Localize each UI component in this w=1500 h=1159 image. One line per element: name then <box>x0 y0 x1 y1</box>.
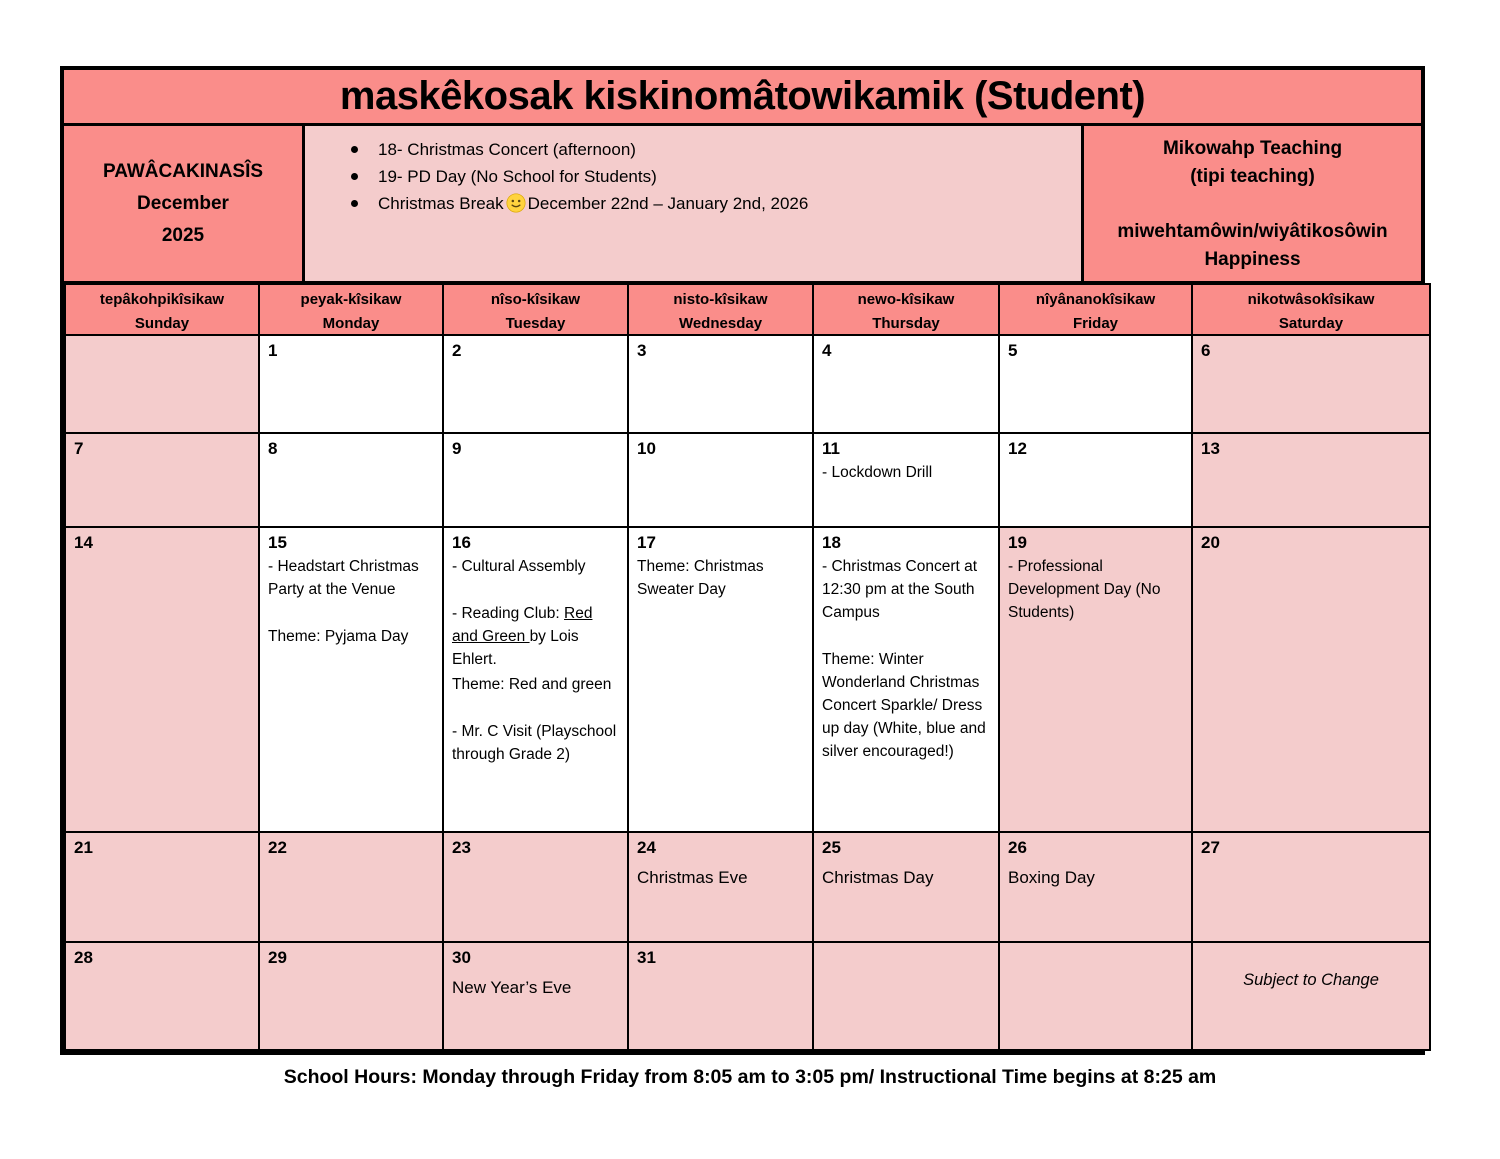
calendar-cell <box>65 433 259 527</box>
bullet-icon <box>351 146 358 153</box>
day-number: 22 <box>268 838 287 857</box>
calendar-cell <box>443 942 628 1050</box>
calendar-cell <box>259 832 443 942</box>
calendar-cell <box>1192 832 1430 942</box>
calendar-cell <box>813 832 999 942</box>
event-note: - Headstart Christmas Party at the Venue <box>268 558 419 598</box>
calendar-cell <box>443 527 628 832</box>
day-number: 29 <box>268 948 287 967</box>
week-row <box>65 335 1430 433</box>
day-number: 1 <box>268 341 278 360</box>
day-number: 17 <box>637 533 656 552</box>
calendar-cell <box>813 433 999 527</box>
day-header-wednesday: nisto-kîsikaw Wednesday <box>628 284 813 335</box>
calendar-cell <box>628 433 813 527</box>
event-note: - Reading Club: Red and Green by Lois Ehlert. <box>452 605 593 668</box>
event-item <box>351 190 1071 217</box>
calendar-cell <box>999 527 1192 832</box>
day-number <box>1000 943 1191 948</box>
calendar-table <box>60 66 1425 1055</box>
day-number: 26 <box>1008 838 1027 857</box>
calendar-cell <box>443 433 628 527</box>
day-header-friday: nîyânanokîsikaw Friday <box>999 284 1192 335</box>
event-note: - Lockdown Drill <box>822 464 933 481</box>
day-number: 9 <box>452 439 462 458</box>
teaching-line: Mikowahp Teaching <box>1162 138 1343 159</box>
day-header-tuesday: nîso-kîsikaw Tuesday <box>443 284 628 335</box>
calendar-cell <box>259 942 443 1050</box>
week-row <box>65 433 1430 527</box>
calendar-cell <box>65 942 259 1050</box>
calendar-cell <box>999 832 1192 942</box>
teaching-line: (tipi teaching) <box>1190 166 1315 187</box>
holiday-label: Christmas Eve <box>637 868 748 887</box>
calendar-cell <box>1192 942 1430 1050</box>
day-number: 13 <box>1201 439 1220 458</box>
week-row <box>65 942 1430 1050</box>
day-number: 24 <box>637 838 656 857</box>
calendar-cell <box>813 942 999 1050</box>
bullet-icon <box>351 200 358 207</box>
event-text: 19- PD Day (No School for Students) <box>378 167 657 186</box>
day-number: 18 <box>822 533 841 552</box>
calendar-cell <box>813 527 999 832</box>
page-title: maskêkosak kiskinomâtowikamik (Student) <box>64 70 1421 126</box>
calendar-cell <box>1192 335 1430 433</box>
teaching-box <box>1081 126 1421 281</box>
event-item <box>351 163 1071 190</box>
week-row <box>65 527 1430 832</box>
teaching-line: Happiness <box>1204 249 1301 270</box>
day-number: 3 <box>637 341 647 360</box>
day-header-monday: peyak-kîsikaw Monday <box>259 284 443 335</box>
day-number: 10 <box>637 439 656 458</box>
event-item <box>351 136 1071 163</box>
day-number: 12 <box>1008 439 1027 458</box>
day-number: 2 <box>452 341 462 360</box>
calendar-cell <box>1192 527 1430 832</box>
calendar-cell <box>628 527 813 832</box>
day-number: 25 <box>822 838 841 857</box>
day-number <box>814 943 998 948</box>
day-number: 27 <box>1201 838 1220 857</box>
day-number: 14 <box>74 533 93 552</box>
calendar-cell <box>813 335 999 433</box>
day-number: 15 <box>268 533 287 552</box>
event-note: - Professional Development Day (No Students) <box>1008 558 1161 621</box>
calendar-cell <box>999 942 1192 1050</box>
day-number: 19 <box>1008 533 1027 552</box>
holiday-label: Boxing Day <box>1008 868 1095 887</box>
calendar-cell <box>259 335 443 433</box>
info-band <box>64 126 1421 283</box>
day-number: 31 <box>637 948 656 967</box>
day-number: 20 <box>1201 533 1220 552</box>
calendar-cell <box>443 335 628 433</box>
year-label: 2025 <box>161 224 205 246</box>
events-box <box>305 126 1081 281</box>
calendar-cell <box>65 335 259 433</box>
day-number: 30 <box>452 948 471 967</box>
spacer <box>1084 191 1421 218</box>
day-header-row <box>65 284 1430 335</box>
smiley-face-icon <box>506 193 526 213</box>
bullet-icon <box>351 173 358 180</box>
event-note: Theme: Christmas Sweater Day <box>637 558 764 598</box>
event-text: Christmas Break December 22nd – January 2nd, 2026 <box>378 194 809 213</box>
calendar-cell <box>259 433 443 527</box>
event-note: Theme: Winter Wonderland Christmas Concert Sparkle/ Dress up day (White, blue and silver encouraged!) <box>822 651 986 760</box>
day-number: 8 <box>268 439 278 458</box>
day-number: 23 <box>452 838 471 857</box>
day-number: 4 <box>822 341 832 360</box>
day-number: 11 <box>822 439 840 458</box>
event-note: - Mr. C Visit (Playschool through Grade 2) <box>452 723 617 763</box>
day-number: 16 <box>452 533 471 552</box>
month-name: December <box>137 192 229 214</box>
day-header-saturday: nikotwâsokîsikaw Saturday <box>1192 284 1430 335</box>
day-number: 28 <box>74 948 93 967</box>
calendar-cell <box>999 433 1192 527</box>
event-note: Theme: Red and green <box>452 676 612 693</box>
calendar-grid <box>64 283 1431 1051</box>
teaching-line: miwehtamôwin/wiyâtikosôwin <box>1117 221 1388 242</box>
day-number <box>66 336 258 341</box>
school-hours-footer: School Hours: Monday through Friday from 8:05 am to 3:05 pm/ Instructional Time begins at 8:25 am <box>283 1066 1217 1088</box>
holiday-label: New Year’s Eve <box>452 978 572 997</box>
day-header-thursday: newo-kîsikaw Thursday <box>813 284 999 335</box>
subject-to-change-note: Subject to Change <box>1243 971 1379 989</box>
calendar-cell <box>999 335 1192 433</box>
day-number: 6 <box>1201 341 1211 360</box>
calendar-cell <box>65 527 259 832</box>
calendar-cell <box>628 832 813 942</box>
day-number: 21 <box>74 838 93 857</box>
holiday-label: Christmas Day <box>822 868 934 887</box>
calendar-cell <box>628 335 813 433</box>
calendar-cell <box>628 942 813 1050</box>
day-number: 7 <box>74 439 84 458</box>
event-note: - Cultural Assembly <box>452 558 586 575</box>
month-cree-name: PAWÂCAKINASÎS <box>102 160 264 182</box>
calendar-cell <box>65 832 259 942</box>
month-box <box>64 126 305 281</box>
event-note: Theme: Pyjama Day <box>268 628 409 645</box>
calendar-cell <box>1192 433 1430 527</box>
day-header-sunday: tepâkohpikîsikaw Sunday <box>65 284 259 335</box>
event-note: - Christmas Concert at 12:30 pm at the South Campus <box>822 558 978 621</box>
calendar-cell <box>259 527 443 832</box>
calendar-cell <box>443 832 628 942</box>
event-text: 18- Christmas Concert (afternoon) <box>378 140 636 159</box>
day-number: 5 <box>1008 341 1018 360</box>
week-row <box>65 832 1430 942</box>
